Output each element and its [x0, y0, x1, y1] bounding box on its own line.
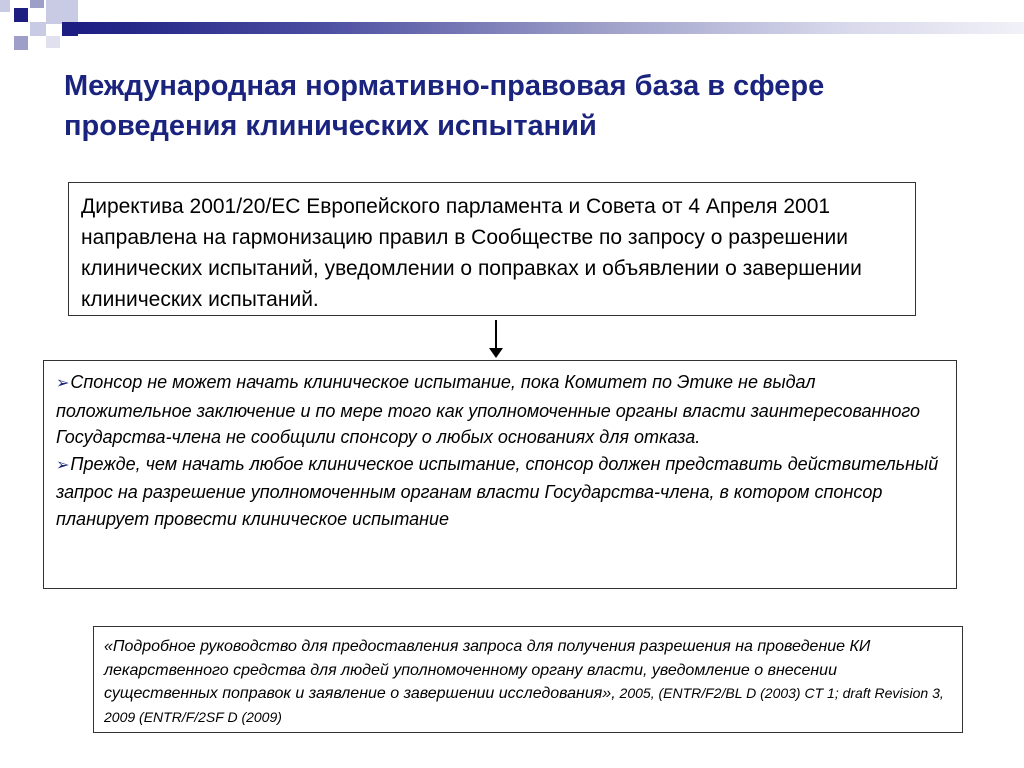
decor-square [30, 0, 44, 8]
requirement-text: Прежде, чем начать любое клиническое испытание, спонсор должен представить действительный запрос на разрешение уполномоченным органам власти Государства-члена, в котором спонсор планирует провести клиническое испытание [56, 453, 939, 529]
slide-title-line1: Международная нормативно-правовая база в сфере [64, 70, 825, 102]
header-gradient-bar [78, 22, 1024, 34]
directive-text: Директива 2001/20/ЕС Европейского парламента и Совета от 4 Апреля 2001 направлена на гармонизацию правил в Сообществе по запросу о разрешении клинических испытаний, уведомлении о поправках и объявлении о завершении клинических испытаний. [81, 195, 862, 311]
arrow-bullet-icon: ➢ [56, 456, 70, 474]
reference-main-text: «Подробное руководство для предоставления запроса для получения разрешения на проведение КИ лекарственного средства для людей уполномоченному органу власти, уведомление о внесении существенных поправок и заявление о завершении исследования», [104, 638, 871, 702]
requirement-item [56, 369, 944, 451]
decor-square [62, 22, 78, 36]
decor-square [46, 0, 78, 24]
directive-box [68, 182, 916, 316]
decor-square [14, 36, 28, 50]
reference-citation: 2005, (ENTR/F2/BL D (2003) CT 1; draft Revision 3, 2009 (ENTR/F/2SF D (2009) [104, 685, 944, 725]
decor-square [30, 22, 46, 36]
decor-square [46, 36, 60, 48]
decor-square [14, 8, 28, 22]
arrow-bullet-icon: ➢ [56, 375, 70, 392]
reference-box [93, 626, 963, 733]
requirements-box [43, 360, 957, 589]
arrow-down-icon [495, 320, 497, 350]
requirement-text: Спонсор не может начать клиническое испытание, пока Комитет по Этике не выдал положительное заключение и по мере того как уполномоченные органы власти заинтересованного Государства-члена не сообщили спонсору о любых основаниях для отказа. [56, 372, 921, 447]
slide-title-line2: проведения клинических испытаний [64, 110, 597, 142]
requirement-item [56, 451, 944, 533]
arrow-head-icon [489, 348, 503, 358]
decor-square [0, 0, 10, 12]
slide-title [64, 66, 984, 146]
